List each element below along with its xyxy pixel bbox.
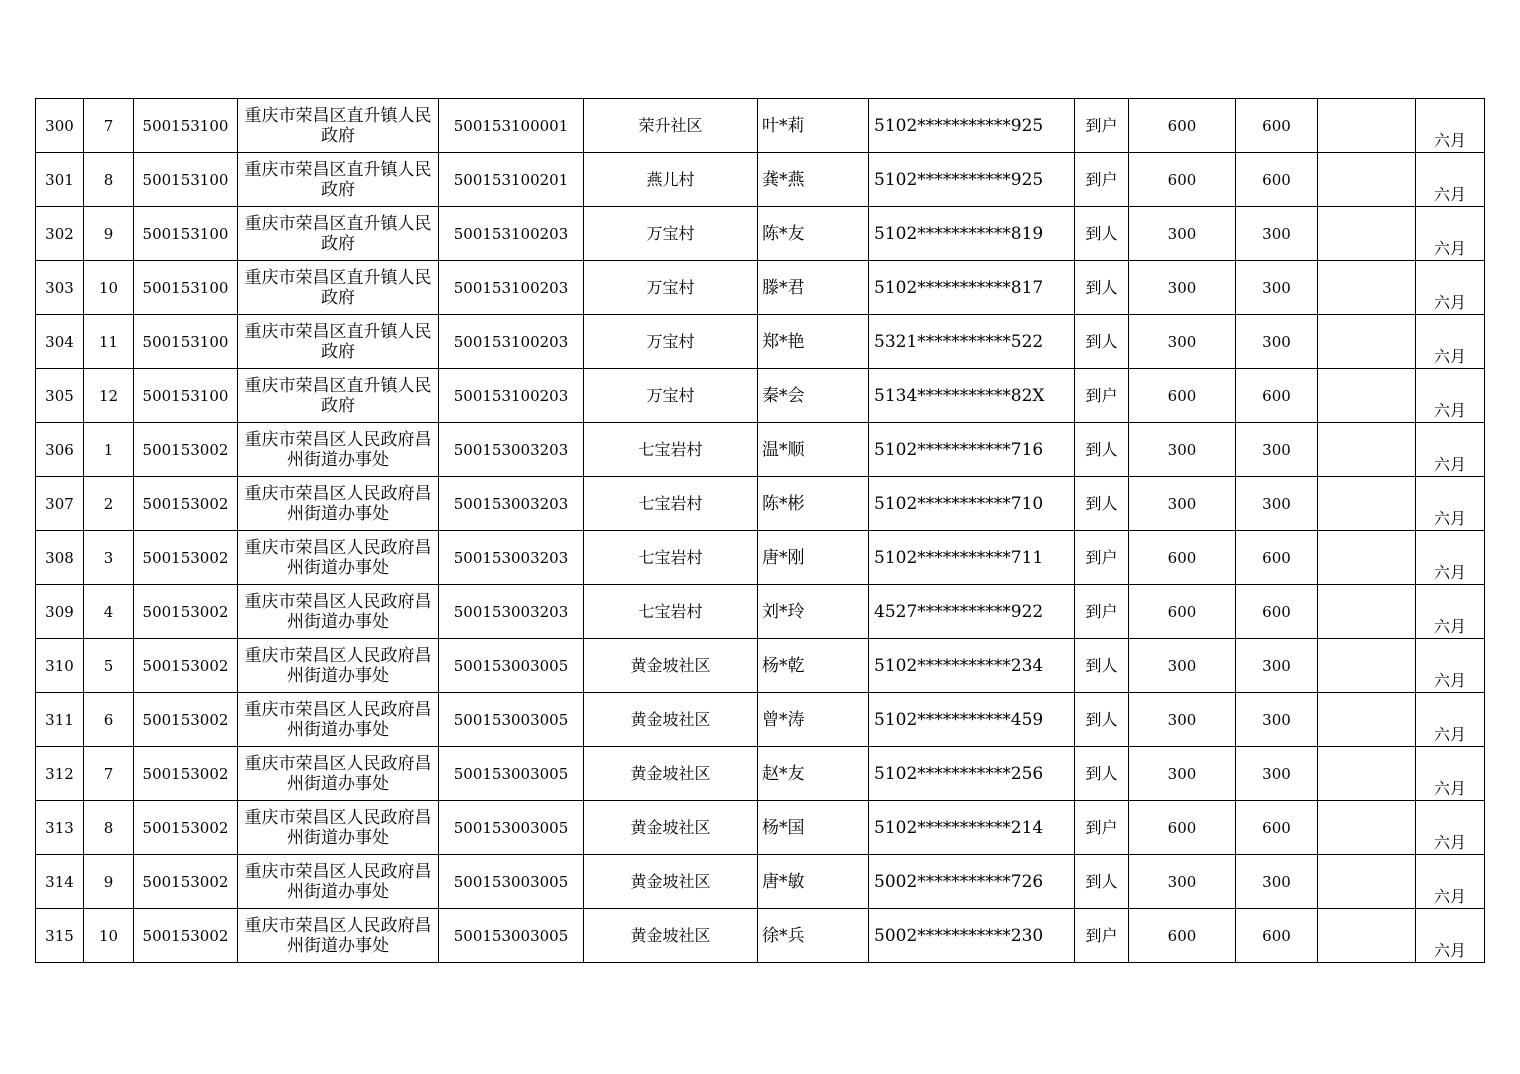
cell-note [1318, 369, 1416, 423]
cell-seq: 304 [36, 315, 84, 369]
cell-month: 六月 [1416, 423, 1485, 477]
cell-grant-type: 到人 [1075, 315, 1129, 369]
cell-region-code: 500153100 [134, 261, 238, 315]
cell-id-number: 5102***********819 [869, 207, 1075, 261]
cell-amount: 300 [1129, 207, 1236, 261]
cell-village: 黄金坡社区 [584, 639, 758, 693]
cell-organization: 重庆市荣昌区人民政府昌州街道办事处 [238, 423, 439, 477]
cell-seq: 311 [36, 693, 84, 747]
cell-village-code: 500153003203 [439, 531, 584, 585]
cell-village: 七宝岩村 [584, 423, 758, 477]
cell-village: 黄金坡社区 [584, 801, 758, 855]
cell-seq: 302 [36, 207, 84, 261]
cell-month: 六月 [1416, 477, 1485, 531]
cell-note [1318, 855, 1416, 909]
cell-organization: 重庆市荣昌区人民政府昌州街道办事处 [238, 855, 439, 909]
cell-month: 六月 [1416, 909, 1485, 963]
cell-seq: 309 [36, 585, 84, 639]
cell-amount-paid: 600 [1236, 99, 1318, 153]
cell-village-code: 500153003005 [439, 855, 584, 909]
cell-village-code: 500153100203 [439, 207, 584, 261]
cell-grant-type: 到人 [1075, 207, 1129, 261]
cell-region-code: 500153100 [134, 153, 238, 207]
cell-note [1318, 585, 1416, 639]
cell-id-number: 5102***********214 [869, 801, 1075, 855]
cell-village: 万宝村 [584, 261, 758, 315]
cell-name: 陈*彬 [758, 477, 869, 531]
cell-name: 秦*会 [758, 369, 869, 423]
table-body [36, 99, 1485, 963]
cell-month: 六月 [1416, 531, 1485, 585]
cell-sub-index: 9 [84, 855, 134, 909]
cell-village: 黄金坡社区 [584, 747, 758, 801]
cell-grant-type: 到人 [1075, 261, 1129, 315]
cell-seq: 305 [36, 369, 84, 423]
cell-grant-type: 到人 [1075, 855, 1129, 909]
cell-village: 黄金坡社区 [584, 909, 758, 963]
cell-id-number: 5102***********459 [869, 693, 1075, 747]
cell-organization: 重庆市荣昌区人民政府昌州街道办事处 [238, 531, 439, 585]
cell-amount-paid: 600 [1236, 531, 1318, 585]
cell-name: 刘*玲 [758, 585, 869, 639]
cell-amount-paid: 300 [1236, 423, 1318, 477]
table-row [36, 639, 1485, 693]
cell-id-number: 5321***********522 [869, 315, 1075, 369]
cell-seq: 308 [36, 531, 84, 585]
cell-amount-paid: 600 [1236, 153, 1318, 207]
cell-name: 唐*敏 [758, 855, 869, 909]
cell-village-code: 500153100201 [439, 153, 584, 207]
cell-amount: 600 [1129, 369, 1236, 423]
cell-name: 唐*刚 [758, 531, 869, 585]
cell-seq: 315 [36, 909, 84, 963]
cell-amount-paid: 300 [1236, 693, 1318, 747]
cell-name: 温*顺 [758, 423, 869, 477]
cell-organization: 重庆市荣昌区人民政府昌州街道办事处 [238, 909, 439, 963]
table-row [36, 855, 1485, 909]
cell-organization: 重庆市荣昌区人民政府昌州街道办事处 [238, 585, 439, 639]
cell-amount-paid: 300 [1236, 855, 1318, 909]
cell-village-code: 500153100203 [439, 369, 584, 423]
cell-region-code: 500153100 [134, 369, 238, 423]
cell-region-code: 500153100 [134, 99, 238, 153]
cell-amount: 600 [1129, 909, 1236, 963]
cell-amount: 300 [1129, 693, 1236, 747]
cell-name: 杨*乾 [758, 639, 869, 693]
cell-village-code: 500153100001 [439, 99, 584, 153]
table-row [36, 153, 1485, 207]
cell-amount-paid: 300 [1236, 315, 1318, 369]
cell-note [1318, 261, 1416, 315]
cell-seq: 314 [36, 855, 84, 909]
cell-amount: 600 [1129, 153, 1236, 207]
cell-sub-index: 6 [84, 693, 134, 747]
cell-amount: 300 [1129, 855, 1236, 909]
cell-village-code: 500153003005 [439, 909, 584, 963]
cell-region-code: 500153002 [134, 423, 238, 477]
cell-month: 六月 [1416, 99, 1485, 153]
cell-note [1318, 909, 1416, 963]
cell-month: 六月 [1416, 369, 1485, 423]
cell-sub-index: 10 [84, 261, 134, 315]
cell-sub-index: 8 [84, 801, 134, 855]
cell-region-code: 500153002 [134, 477, 238, 531]
cell-organization: 重庆市荣昌区直升镇人民政府 [238, 207, 439, 261]
cell-amount: 300 [1129, 747, 1236, 801]
cell-amount-paid: 300 [1236, 261, 1318, 315]
cell-name: 杨*国 [758, 801, 869, 855]
cell-seq: 300 [36, 99, 84, 153]
cell-id-number: 5102***********234 [869, 639, 1075, 693]
cell-village: 七宝岩村 [584, 585, 758, 639]
cell-organization: 重庆市荣昌区直升镇人民政府 [238, 153, 439, 207]
cell-name: 曾*涛 [758, 693, 869, 747]
table-row [36, 99, 1485, 153]
cell-organization: 重庆市荣昌区人民政府昌州街道办事处 [238, 639, 439, 693]
cell-amount-paid: 300 [1236, 477, 1318, 531]
cell-grant-type: 到户 [1075, 153, 1129, 207]
table-row [36, 531, 1485, 585]
cell-sub-index: 4 [84, 585, 134, 639]
cell-name: 龚*燕 [758, 153, 869, 207]
cell-seq: 313 [36, 801, 84, 855]
cell-sub-index: 9 [84, 207, 134, 261]
cell-month: 六月 [1416, 261, 1485, 315]
cell-name: 陈*友 [758, 207, 869, 261]
cell-village-code: 500153003203 [439, 423, 584, 477]
cell-grant-type: 到户 [1075, 99, 1129, 153]
cell-village-code: 500153100203 [439, 315, 584, 369]
cell-note [1318, 315, 1416, 369]
cell-note [1318, 801, 1416, 855]
cell-id-number: 5102***********925 [869, 153, 1075, 207]
cell-region-code: 500153002 [134, 639, 238, 693]
cell-village: 万宝村 [584, 207, 758, 261]
cell-id-number: 5102***********925 [869, 99, 1075, 153]
cell-sub-index: 8 [84, 153, 134, 207]
cell-seq: 307 [36, 477, 84, 531]
cell-month: 六月 [1416, 153, 1485, 207]
cell-amount: 300 [1129, 315, 1236, 369]
cell-note [1318, 207, 1416, 261]
cell-id-number: 5102***********716 [869, 423, 1075, 477]
cell-seq: 310 [36, 639, 84, 693]
cell-seq: 312 [36, 747, 84, 801]
cell-village: 万宝村 [584, 315, 758, 369]
cell-amount-paid: 300 [1236, 639, 1318, 693]
cell-village: 黄金坡社区 [584, 855, 758, 909]
table-row [36, 801, 1485, 855]
cell-grant-type: 到户 [1075, 801, 1129, 855]
cell-village: 万宝村 [584, 369, 758, 423]
cell-id-number: 5002***********726 [869, 855, 1075, 909]
cell-amount: 600 [1129, 585, 1236, 639]
table-row [36, 315, 1485, 369]
cell-grant-type: 到人 [1075, 423, 1129, 477]
cell-seq: 306 [36, 423, 84, 477]
cell-seq: 301 [36, 153, 84, 207]
cell-village-code: 500153003203 [439, 477, 584, 531]
cell-amount: 300 [1129, 639, 1236, 693]
cell-village: 七宝岩村 [584, 531, 758, 585]
table-row [36, 261, 1485, 315]
cell-grant-type: 到户 [1075, 585, 1129, 639]
cell-grant-type: 到户 [1075, 369, 1129, 423]
subsidy-table [35, 98, 1485, 963]
cell-amount-paid: 600 [1236, 801, 1318, 855]
cell-name: 赵*友 [758, 747, 869, 801]
cell-grant-type: 到人 [1075, 747, 1129, 801]
cell-grant-type: 到户 [1075, 531, 1129, 585]
table-row [36, 423, 1485, 477]
cell-sub-index: 2 [84, 477, 134, 531]
cell-seq: 303 [36, 261, 84, 315]
cell-id-number: 5002***********230 [869, 909, 1075, 963]
cell-region-code: 500153100 [134, 207, 238, 261]
table-row [36, 747, 1485, 801]
cell-id-number: 5102***********256 [869, 747, 1075, 801]
cell-organization: 重庆市荣昌区直升镇人民政府 [238, 261, 439, 315]
cell-month: 六月 [1416, 639, 1485, 693]
cell-organization: 重庆市荣昌区人民政府昌州街道办事处 [238, 747, 439, 801]
cell-sub-index: 12 [84, 369, 134, 423]
cell-organization: 重庆市荣昌区人民政府昌州街道办事处 [238, 477, 439, 531]
table-row [36, 369, 1485, 423]
cell-region-code: 500153002 [134, 909, 238, 963]
table-row [36, 207, 1485, 261]
cell-sub-index: 11 [84, 315, 134, 369]
cell-id-number: 5102***********710 [869, 477, 1075, 531]
cell-organization: 重庆市荣昌区直升镇人民政府 [238, 369, 439, 423]
cell-amount-paid: 600 [1236, 585, 1318, 639]
cell-grant-type: 到人 [1075, 639, 1129, 693]
cell-village-code: 500153003005 [439, 801, 584, 855]
cell-village-code: 500153003005 [439, 693, 584, 747]
cell-note [1318, 639, 1416, 693]
cell-village: 燕儿村 [584, 153, 758, 207]
cell-grant-type: 到户 [1075, 909, 1129, 963]
cell-note [1318, 477, 1416, 531]
cell-amount: 600 [1129, 801, 1236, 855]
cell-name: 滕*君 [758, 261, 869, 315]
cell-name: 徐*兵 [758, 909, 869, 963]
cell-sub-index: 10 [84, 909, 134, 963]
cell-amount-paid: 600 [1236, 909, 1318, 963]
cell-note [1318, 747, 1416, 801]
cell-name: 叶*莉 [758, 99, 869, 153]
cell-amount-paid: 300 [1236, 747, 1318, 801]
cell-month: 六月 [1416, 315, 1485, 369]
cell-region-code: 500153100 [134, 315, 238, 369]
cell-village-code: 500153003005 [439, 747, 584, 801]
cell-month: 六月 [1416, 855, 1485, 909]
cell-village-code: 500153003005 [439, 639, 584, 693]
table-row [36, 585, 1485, 639]
cell-sub-index: 7 [84, 747, 134, 801]
cell-amount-paid: 600 [1236, 369, 1318, 423]
cell-amount: 300 [1129, 477, 1236, 531]
cell-id-number: 5102***********711 [869, 531, 1075, 585]
cell-amount-paid: 300 [1236, 207, 1318, 261]
cell-sub-index: 1 [84, 423, 134, 477]
cell-organization: 重庆市荣昌区人民政府昌州街道办事处 [238, 693, 439, 747]
cell-amount: 600 [1129, 99, 1236, 153]
cell-note [1318, 153, 1416, 207]
cell-grant-type: 到人 [1075, 693, 1129, 747]
cell-village-code: 500153100203 [439, 261, 584, 315]
cell-note [1318, 99, 1416, 153]
cell-id-number: 5134***********82X [869, 369, 1075, 423]
cell-note [1318, 531, 1416, 585]
cell-month: 六月 [1416, 801, 1485, 855]
cell-organization: 重庆市荣昌区人民政府昌州街道办事处 [238, 801, 439, 855]
cell-village: 黄金坡社区 [584, 693, 758, 747]
cell-id-number: 5102***********817 [869, 261, 1075, 315]
cell-region-code: 500153002 [134, 693, 238, 747]
cell-organization: 重庆市荣昌区直升镇人民政府 [238, 315, 439, 369]
cell-month: 六月 [1416, 693, 1485, 747]
table-row [36, 909, 1485, 963]
table-row [36, 693, 1485, 747]
cell-region-code: 500153002 [134, 585, 238, 639]
cell-amount: 600 [1129, 531, 1236, 585]
cell-region-code: 500153002 [134, 855, 238, 909]
cell-region-code: 500153002 [134, 801, 238, 855]
cell-organization: 重庆市荣昌区直升镇人民政府 [238, 99, 439, 153]
cell-note [1318, 693, 1416, 747]
cell-village: 荣升社区 [584, 99, 758, 153]
cell-region-code: 500153002 [134, 531, 238, 585]
cell-sub-index: 5 [84, 639, 134, 693]
cell-name: 郑*艳 [758, 315, 869, 369]
cell-region-code: 500153002 [134, 747, 238, 801]
cell-amount: 300 [1129, 261, 1236, 315]
cell-month: 六月 [1416, 747, 1485, 801]
cell-sub-index: 7 [84, 99, 134, 153]
cell-village: 七宝岩村 [584, 477, 758, 531]
cell-grant-type: 到人 [1075, 477, 1129, 531]
cell-month: 六月 [1416, 207, 1485, 261]
cell-village-code: 500153003203 [439, 585, 584, 639]
cell-id-number: 4527***********922 [869, 585, 1075, 639]
cell-amount: 300 [1129, 423, 1236, 477]
table-row [36, 477, 1485, 531]
cell-month: 六月 [1416, 585, 1485, 639]
cell-note [1318, 423, 1416, 477]
cell-sub-index: 3 [84, 531, 134, 585]
